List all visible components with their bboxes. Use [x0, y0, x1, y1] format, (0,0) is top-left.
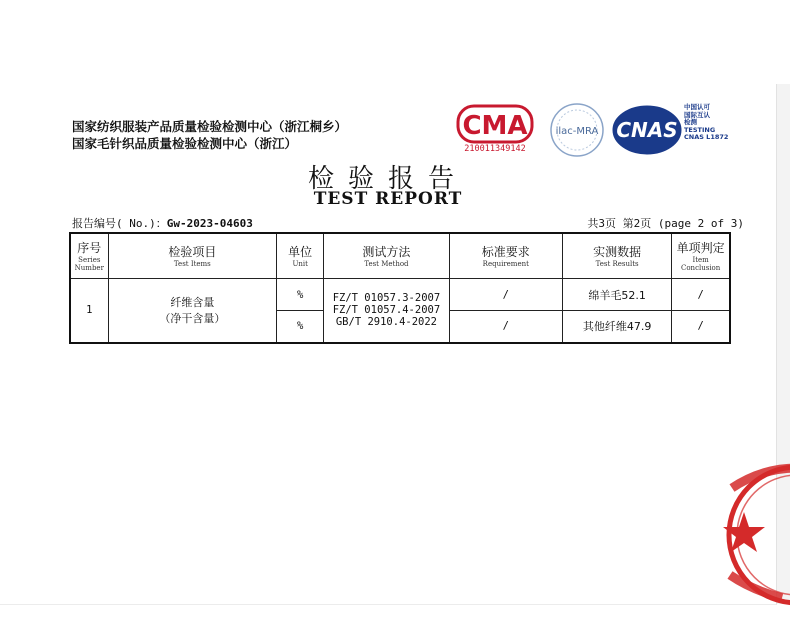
cnas-side-line: 国际互认 [684, 110, 710, 119]
cell-requirement: / [449, 279, 562, 311]
table-header-row [70, 233, 730, 279]
cell-result: 其他纤维47.9 [562, 311, 671, 343]
header-series: 序号 Series Number [70, 233, 108, 279]
header-test-results: 实测数据 Test Results [562, 233, 671, 279]
cell-test-method [324, 279, 449, 343]
cnas-side-line: 检测 [684, 118, 697, 126]
header-test-items: 检验项目 Test Items [108, 233, 277, 279]
org-line-2: 国家毛针织品质量检验检测中心（浙江） [72, 136, 298, 151]
method-line: FZ/T 01057.3-2007 [332, 292, 441, 305]
ilac-text: ilac-MRA [555, 126, 599, 137]
cell-unit: % [277, 279, 324, 311]
cell-conclusion: / [672, 279, 730, 311]
cell-conclusion: / [672, 311, 730, 343]
report-number [72, 215, 253, 231]
cnas-side-line: CNAS L1872 [684, 133, 729, 141]
header-test-method: 测试方法 Test Method [324, 233, 449, 279]
report-number-value: Gw-2023-04603 [166, 217, 253, 230]
results-table [69, 232, 731, 344]
organization-names [72, 118, 347, 152]
method-line: GB/T 2910.4-2022 [335, 316, 438, 329]
official-seal [722, 460, 790, 610]
page-info: 共3页 第2页 (page 2 of 3) [587, 217, 744, 230]
cnas-logo [610, 102, 684, 158]
header-unit: 单位 Unit [277, 233, 324, 279]
cnas-side-text [684, 104, 728, 142]
cell-unit: % [277, 311, 324, 343]
method-line: FZ/T 01057.4-2007 [332, 304, 441, 317]
cell-result: 绵羊毛52.1 [562, 279, 671, 311]
header-conclusion: 单项判定 Item Conclusion [672, 233, 730, 279]
cnas-side-line: TESTING [684, 125, 716, 134]
cnas-side-line: 中国认可 [684, 103, 710, 111]
report-title-cn: 检验报告 [307, 164, 468, 194]
org-line-1: 国家纺织服装产品质量检验检测中心（浙江桐乡） [72, 119, 348, 134]
table-row [70, 279, 730, 311]
svg-text:CMA: CMA [462, 111, 528, 141]
header-requirement: 标准要求 Requirement [449, 233, 562, 279]
cell-test-item [108, 279, 277, 343]
report-title-en: TEST REPORT [313, 189, 463, 209]
cell-series: 1 [70, 279, 108, 343]
test-item-line-1: 纤维含量 [170, 296, 215, 310]
test-item-line-2: （净干含量） [159, 312, 226, 326]
cma-code: 210011349142 [464, 144, 526, 154]
ilac-mra-logo [548, 102, 606, 158]
cnas-text: CNAS [616, 118, 678, 142]
report-number-label: 报告编号( No.)： [72, 217, 167, 230]
cell-requirement: / [449, 311, 562, 343]
